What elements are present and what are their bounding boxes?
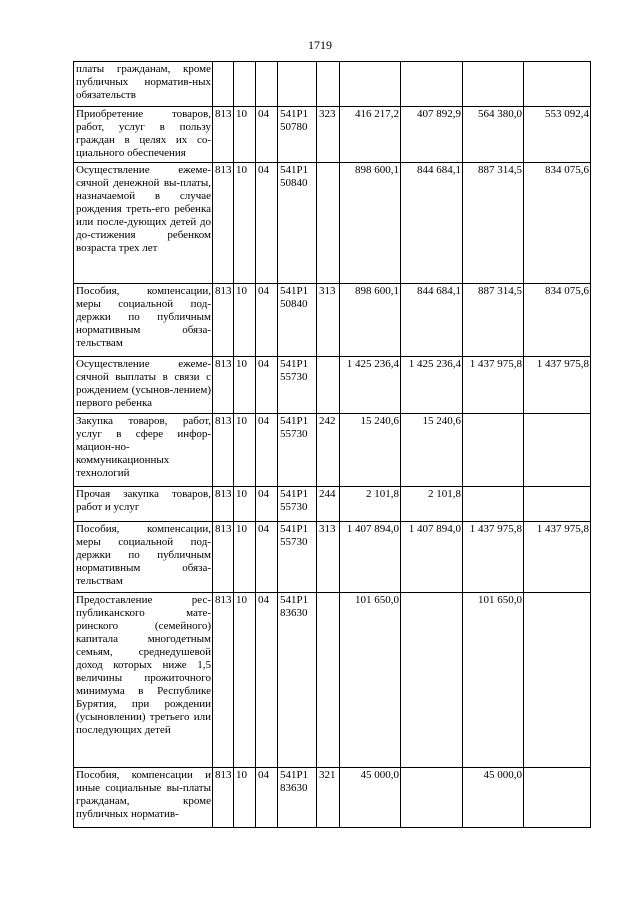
description-cell: Пособия, компенсации, меры социальной под-держки по публичным нормативным обяза-тельствам bbox=[74, 522, 213, 593]
target-article-cell: 541Р1 50780 bbox=[278, 107, 317, 163]
description-cell: Приобретение товаров, работ, услуг в пользу граждан в целях их со-циального обеспечения bbox=[74, 107, 213, 163]
subsection-code-cell: 04 bbox=[256, 768, 278, 828]
amount-1-cell: 45 000,0 bbox=[340, 768, 401, 828]
amount-4-cell: 1 437 975,8 bbox=[524, 522, 591, 593]
table-row bbox=[74, 414, 591, 487]
description-cell: Прочая закупка товаров, работ и услуг bbox=[74, 487, 213, 522]
amount-1-cell: 416 217,2 bbox=[340, 107, 401, 163]
amount-4-cell: 834 075,6 bbox=[524, 284, 591, 357]
amount-4-cell: 1 437 975,8 bbox=[524, 357, 591, 414]
target-article-cell: 541Р1 55730 bbox=[278, 357, 317, 414]
subsection-code-cell: 04 bbox=[256, 414, 278, 487]
target-article-cell: 541Р1 55730 bbox=[278, 414, 317, 487]
amount-3-cell bbox=[463, 487, 524, 522]
table-row bbox=[74, 357, 591, 414]
table-row bbox=[74, 487, 591, 522]
amount-4-cell bbox=[524, 414, 591, 487]
table-row bbox=[74, 62, 591, 107]
expense-type-cell bbox=[317, 62, 340, 107]
description-cell: Осуществление ежеме-сячной выплаты в связи с рождением (усынов-лением) первого ребенка bbox=[74, 357, 213, 414]
expense-type-cell: 313 bbox=[317, 522, 340, 593]
target-article-cell: 541Р1 83630 bbox=[278, 768, 317, 828]
section-code-cell: 10 bbox=[234, 163, 256, 284]
amount-3-cell: 1 437 975,8 bbox=[463, 522, 524, 593]
target-article-cell: 541Р1 55730 bbox=[278, 487, 317, 522]
description-cell: Закупка товаров, работ, услуг в сфере инфор-мацион-но-коммуникационных технологий bbox=[74, 414, 213, 487]
subsection-code-cell: 04 bbox=[256, 163, 278, 284]
subsection-code-cell bbox=[256, 62, 278, 107]
description-cell: Пособия, компенсации, меры социальной под-держки по публичным нормативным обяза-тельствам bbox=[74, 284, 213, 357]
section-code-cell: 10 bbox=[234, 107, 256, 163]
ministry-code-cell: 813 bbox=[213, 163, 234, 284]
table-row bbox=[74, 284, 591, 357]
expense-type-cell: 321 bbox=[317, 768, 340, 828]
amount-2-cell: 1 425 236,4 bbox=[401, 357, 463, 414]
target-article-cell: 541Р1 50840 bbox=[278, 284, 317, 357]
table-row bbox=[74, 522, 591, 593]
amount-4-cell: 834 075,6 bbox=[524, 163, 591, 284]
target-article-cell: 541Р1 50840 bbox=[278, 163, 317, 284]
expense-type-cell: 313 bbox=[317, 284, 340, 357]
amount-3-cell: 887 314,5 bbox=[463, 284, 524, 357]
amount-3-cell: 1 437 975,8 bbox=[463, 357, 524, 414]
section-code-cell: 10 bbox=[234, 522, 256, 593]
amount-3-cell: 887 314,5 bbox=[463, 163, 524, 284]
subsection-code-cell: 04 bbox=[256, 284, 278, 357]
amount-2-cell: 844 684,1 bbox=[401, 163, 463, 284]
table-row bbox=[74, 163, 591, 284]
section-code-cell: 10 bbox=[234, 414, 256, 487]
amount-4-cell: 553 092,4 bbox=[524, 107, 591, 163]
amount-3-cell bbox=[463, 414, 524, 487]
amount-2-cell: 844 684,1 bbox=[401, 284, 463, 357]
ministry-code-cell: 813 bbox=[213, 107, 234, 163]
expense-type-cell: 242 bbox=[317, 414, 340, 487]
table-row bbox=[74, 107, 591, 163]
amount-2-cell bbox=[401, 593, 463, 768]
amount-1-cell: 15 240,6 bbox=[340, 414, 401, 487]
subsection-code-cell: 04 bbox=[256, 107, 278, 163]
table-row bbox=[74, 768, 591, 828]
target-article-cell bbox=[278, 62, 317, 107]
table-row bbox=[74, 593, 591, 768]
amount-2-cell bbox=[401, 768, 463, 828]
amount-3-cell: 45 000,0 bbox=[463, 768, 524, 828]
ministry-code-cell: 813 bbox=[213, 768, 234, 828]
ministry-code-cell: 813 bbox=[213, 487, 234, 522]
description-cell: платы гражданам, кроме публичных норматив-ных обязательств bbox=[74, 62, 213, 107]
amount-4-cell bbox=[524, 593, 591, 768]
amount-4-cell bbox=[524, 768, 591, 828]
expense-type-cell bbox=[317, 163, 340, 284]
subsection-code-cell: 04 bbox=[256, 593, 278, 768]
subsection-code-cell: 04 bbox=[256, 487, 278, 522]
amount-1-cell: 1 407 894,0 bbox=[340, 522, 401, 593]
ministry-code-cell: 813 bbox=[213, 593, 234, 768]
amount-2-cell: 15 240,6 bbox=[401, 414, 463, 487]
section-code-cell: 10 bbox=[234, 593, 256, 768]
section-code-cell: 10 bbox=[234, 768, 256, 828]
amount-3-cell: 101 650,0 bbox=[463, 593, 524, 768]
amount-1-cell: 101 650,0 bbox=[340, 593, 401, 768]
amount-1-cell: 898 600,1 bbox=[340, 163, 401, 284]
amount-1-cell: 898 600,1 bbox=[340, 284, 401, 357]
page-number: 1719 bbox=[308, 38, 332, 52]
budget-table bbox=[73, 61, 591, 828]
ministry-code-cell: 813 bbox=[213, 357, 234, 414]
amount-3-cell bbox=[463, 62, 524, 107]
amount-4-cell bbox=[524, 62, 591, 107]
amount-3-cell: 564 380,0 bbox=[463, 107, 524, 163]
ministry-code-cell: 813 bbox=[213, 284, 234, 357]
amount-2-cell: 407 892,9 bbox=[401, 107, 463, 163]
subsection-code-cell: 04 bbox=[256, 357, 278, 414]
subsection-code-cell: 04 bbox=[256, 522, 278, 593]
expense-type-cell bbox=[317, 593, 340, 768]
expense-type-cell bbox=[317, 357, 340, 414]
amount-1-cell: 2 101,8 bbox=[340, 487, 401, 522]
amount-2-cell bbox=[401, 62, 463, 107]
description-cell: Предоставление рес-публиканского мате-ринского (семейного) капитала многодетным семьям, среднедушевой доход которых ниже 1,5 величины прожиточного минимума в Республике Бурятия, при рождении (усыновлении) третьего или последующих детей bbox=[74, 593, 213, 768]
expense-type-cell: 323 bbox=[317, 107, 340, 163]
description-cell: Пособия, компенсации и иные социальные вы-платы гражданам, кроме публичных норматив- bbox=[74, 768, 213, 828]
section-code-cell: 10 bbox=[234, 487, 256, 522]
amount-1-cell: 1 425 236,4 bbox=[340, 357, 401, 414]
ministry-code-cell: 813 bbox=[213, 522, 234, 593]
amount-4-cell bbox=[524, 487, 591, 522]
expense-type-cell: 244 bbox=[317, 487, 340, 522]
section-code-cell bbox=[234, 62, 256, 107]
target-article-cell: 541Р1 55730 bbox=[278, 522, 317, 593]
ministry-code-cell bbox=[213, 62, 234, 107]
amount-1-cell bbox=[340, 62, 401, 107]
section-code-cell: 10 bbox=[234, 357, 256, 414]
description-cell: Осуществление ежеме-сячной денежной вы-платы, назначаемой в случае рождения треть-его ребенка или после-дующих детей до до-стижения ребенком возраста трех лет bbox=[74, 163, 213, 284]
ministry-code-cell: 813 bbox=[213, 414, 234, 487]
section-code-cell: 10 bbox=[234, 284, 256, 357]
target-article-cell: 541Р1 83630 bbox=[278, 593, 317, 768]
amount-2-cell: 2 101,8 bbox=[401, 487, 463, 522]
amount-2-cell: 1 407 894,0 bbox=[401, 522, 463, 593]
